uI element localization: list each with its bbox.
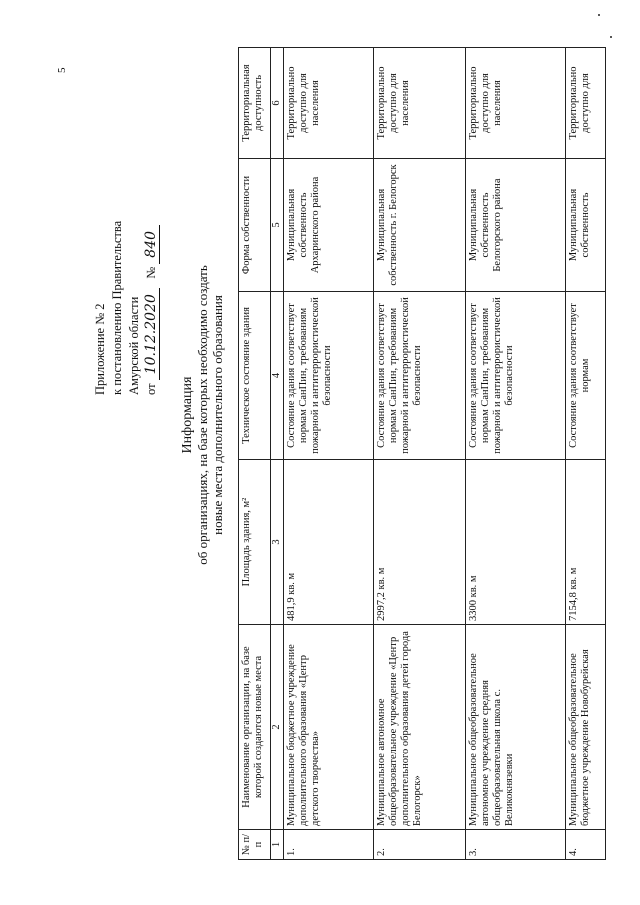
table-row — [374, 48, 466, 860]
column-number: 4 — [271, 292, 284, 460]
building-area: 2997,2 кв. м — [374, 460, 466, 625]
table-row — [466, 48, 566, 860]
column-number: 5 — [271, 159, 284, 292]
row-number: 2. — [374, 830, 466, 860]
organization-name: Муниципальное автономное общеобразовательное учреждение «Центр дополнительного образования детей города Белогорск» — [374, 625, 466, 830]
document-title: Информация — [180, 376, 195, 454]
appendix-reference: к постановлению Правительства — [110, 220, 124, 395]
ownership-form: Муниципальная собственность Белогорского района — [466, 159, 566, 292]
document-heading — [180, 205, 225, 625]
header-territorial-access: Территориальная доступность — [239, 48, 271, 159]
territorial-access: Территориально доступно для — [566, 48, 606, 159]
table-row — [566, 48, 606, 860]
scan-speck — [610, 36, 612, 38]
technical-condition: Состояние здания соответствует нормам СанПин, требованиям пожарной и антитеррористической безопасности — [374, 292, 466, 460]
column-number: 2 — [271, 625, 284, 830]
appendix-number: 840 — [143, 225, 160, 264]
territorial-access: Территориально доступно для населения — [284, 48, 374, 159]
organization-name: Муниципальное бюджетное учреждение дополнительного образования «Центр детского творчества» — [284, 625, 374, 830]
page-number: 5 — [56, 67, 68, 73]
document-subtitle-line-2: новые места дополнительного образования — [210, 295, 225, 535]
row-number: 4. — [566, 830, 606, 860]
header-building-area: Площадь здания, м² — [239, 460, 271, 625]
territorial-access: Территориально доступно для населения — [374, 48, 466, 159]
building-area: 7154,8 кв. м — [566, 460, 606, 625]
technical-condition: Состояние здания соответствует нормам СанПин, требованиям пожарной и антитеррористической безопасности — [284, 292, 374, 460]
row-number: 1. — [284, 830, 374, 860]
organization-name: Муниципальное общеобразовательное автономное учреждение средняя общеобразовательная школа с. Великокнязевки — [466, 625, 566, 830]
ownership-form: Муниципальная собственность Архаринского района — [284, 159, 374, 292]
row-number: 3. — [466, 830, 566, 860]
column-number: 6 — [271, 48, 284, 159]
header-number: № п/п — [239, 830, 271, 860]
ownership-form: Муниципальная собственность — [566, 159, 606, 292]
header-organization-name: Наименование организации, на базе которой создаются новые места — [239, 625, 271, 830]
column-number: 1 — [271, 830, 284, 860]
organization-name: Муниципальное общеобразовательное бюджетное учреждение Новобурейская — [566, 625, 606, 830]
header-ownership-form: Форма собственности — [239, 159, 271, 292]
building-area: 481,9 кв. м — [284, 460, 374, 625]
appendix-block — [92, 55, 160, 395]
territorial-access: Территориально доступно для населения — [466, 48, 566, 159]
organizations-table — [238, 47, 606, 860]
column-numbers-row — [271, 48, 284, 860]
table-row — [284, 48, 374, 860]
building-area: 3300 кв. м — [466, 460, 566, 625]
appendix-from-label: от — [144, 383, 158, 395]
ownership-form: Муниципальная собственность г. Белогорск — [374, 159, 466, 292]
technical-condition: Состояние здания соответствует нормам СанПин, требованиям пожарной и антитеррористической безопасности — [466, 292, 566, 460]
scan-speck — [598, 14, 600, 16]
header-technical-condition: Техническое состояние здания — [239, 292, 271, 460]
appendix-title: Приложение № 2 — [93, 303, 107, 395]
column-number: 3 — [271, 460, 284, 625]
appendix-date-line — [143, 55, 160, 395]
technical-condition: Состояние здания соответствует нормам — [566, 292, 606, 460]
appendix-number-label: № — [144, 266, 158, 279]
table-header-row — [239, 48, 271, 860]
appendix-region: Амурской области — [127, 296, 141, 395]
appendix-date: 10.12.2020 — [143, 288, 160, 380]
document-subtitle-line-1: об организациях, на базе которых необходимо создать — [195, 265, 210, 565]
